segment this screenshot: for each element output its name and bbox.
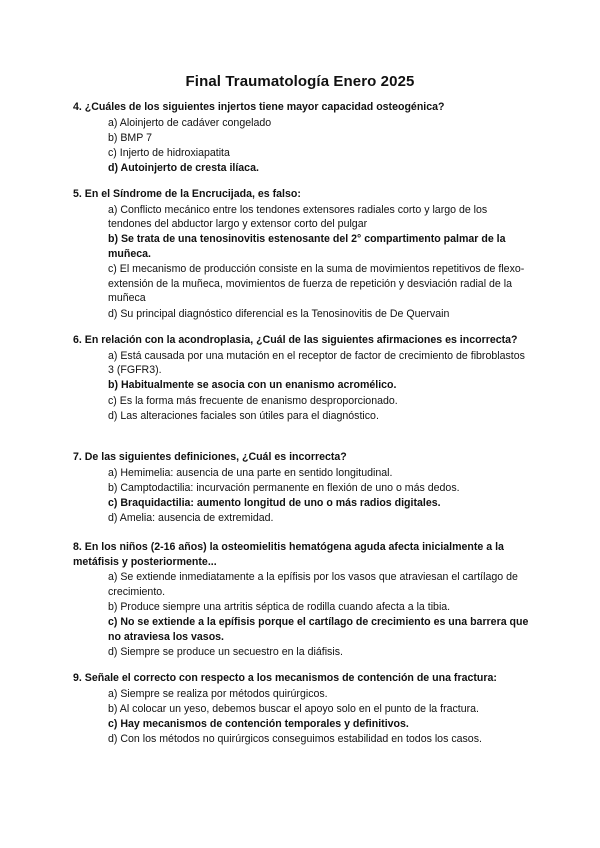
question-text: 8. En los niños (2-16 años) la osteomielitis hematógena aguda afecta inicialmente a la metáfisis y posteriormente... [73,541,504,568]
option-d: d) Siempre se produce un secuestro en la diáfisis. [108,645,343,658]
option-c-correct: c) No se extiende a la epífisis porque el cartílago de crecimiento es una barrera que no atraviesa los vasos. [108,616,529,643]
option-a: a) Se extiende inmediatamente a la epífisis por los vasos que atraviesan el cartílago de crecimiento. [108,571,518,598]
options-list [108,349,533,424]
question-8 [73,540,533,660]
option-b: b) Camptodactilia: incurvación permanente en flexión de uno o más dedos. [108,481,460,494]
question-5 [73,187,533,322]
option-a: a) Está causada por una mutación en el receptor de factor de crecimiento de fibroblastos 3 (FGFR3). [108,349,525,377]
options-list [108,570,533,659]
option-b-correct: b) Habitualmente se asocia con un enanismo acromélico. [108,379,397,392]
question-text: 6. En relación con la acondroplasia, ¿Cuál de las siguientes afirmaciones es incorrecta? [73,334,518,346]
question-text: 5. En el Síndrome de la Encrucijada, es falso: [73,188,301,200]
option-c: c) El mecanismo de producción consiste en la suma de movimientos repetitivos de flexo-extensión de la muñeca, movimientos de fuerza de repetición y desviación radial de la muñeca [108,263,525,305]
option-c-correct: c) Braquidactilia: aumento longitud de uno o más radios digitales. [108,496,441,509]
question-9 [73,671,533,747]
options-list [108,116,533,176]
options-list [108,687,533,747]
option-c-correct: c) Hay mecanismos de contención temporales y definitivos. [108,717,409,730]
option-a: a) Conflicto mecánico entre los tendones extensores radiales corto y largo de los tendones del abductor largo y extensor corto del pulgar [108,203,488,231]
question-6 [73,333,533,424]
question-text: 7. De las siguientes definiciones, ¿Cuál es incorrecta? [73,451,347,463]
option-a: a) Hemimelia: ausencia de una parte en sentido longitudinal. [108,466,393,479]
option-d: d) Con los métodos no quirúrgicos conseguimos estabilidad en todos los casos. [108,733,482,746]
option-c: c) Injerto de hidroxiapatita [108,146,230,159]
question-4 [73,100,533,176]
option-b: b) Al colocar un yeso, debemos buscar el apoyo solo en el punto de la fractura. [108,702,480,715]
option-a: a) Aloinjerto de cadáver congelado [108,116,272,129]
option-b-correct: b) Se trata de una tenosinovitis estenosante del 2° compartimento palmar de la muñeca. [108,233,506,260]
option-b: b) BMP 7 [108,131,152,144]
options-list [108,466,533,526]
option-d: d) Las alteraciones faciales son útiles para el diagnóstico. [108,409,379,422]
page-title: Final Traumatología Enero 2025 [185,73,415,90]
question-text: 9. Señale el correcto con respecto a los mecanismos de contención de una fractura: [73,672,497,684]
option-a: a) Siempre se realiza por métodos quirúrgicos. [108,687,328,700]
option-b: b) Produce siempre una artritis séptica de rodilla cuando afecta a la tibia. [108,600,451,613]
option-c: c) Es la forma más frecuente de enanismo desproporcionado. [108,394,398,407]
option-d: d) Amelia: ausencia de extremidad. [108,512,274,525]
question-text: 4. ¿Cuáles de los siguientes injertos tiene mayor capacidad osteogénica? [73,101,445,113]
option-d: d) Su principal diagnóstico diferencial es la Tenosinovitis de De Quervain [108,307,450,320]
option-d-correct: d) Autoinjerto de cresta ilíaca. [108,162,259,175]
options-list [108,203,533,322]
question-7 [73,450,533,526]
